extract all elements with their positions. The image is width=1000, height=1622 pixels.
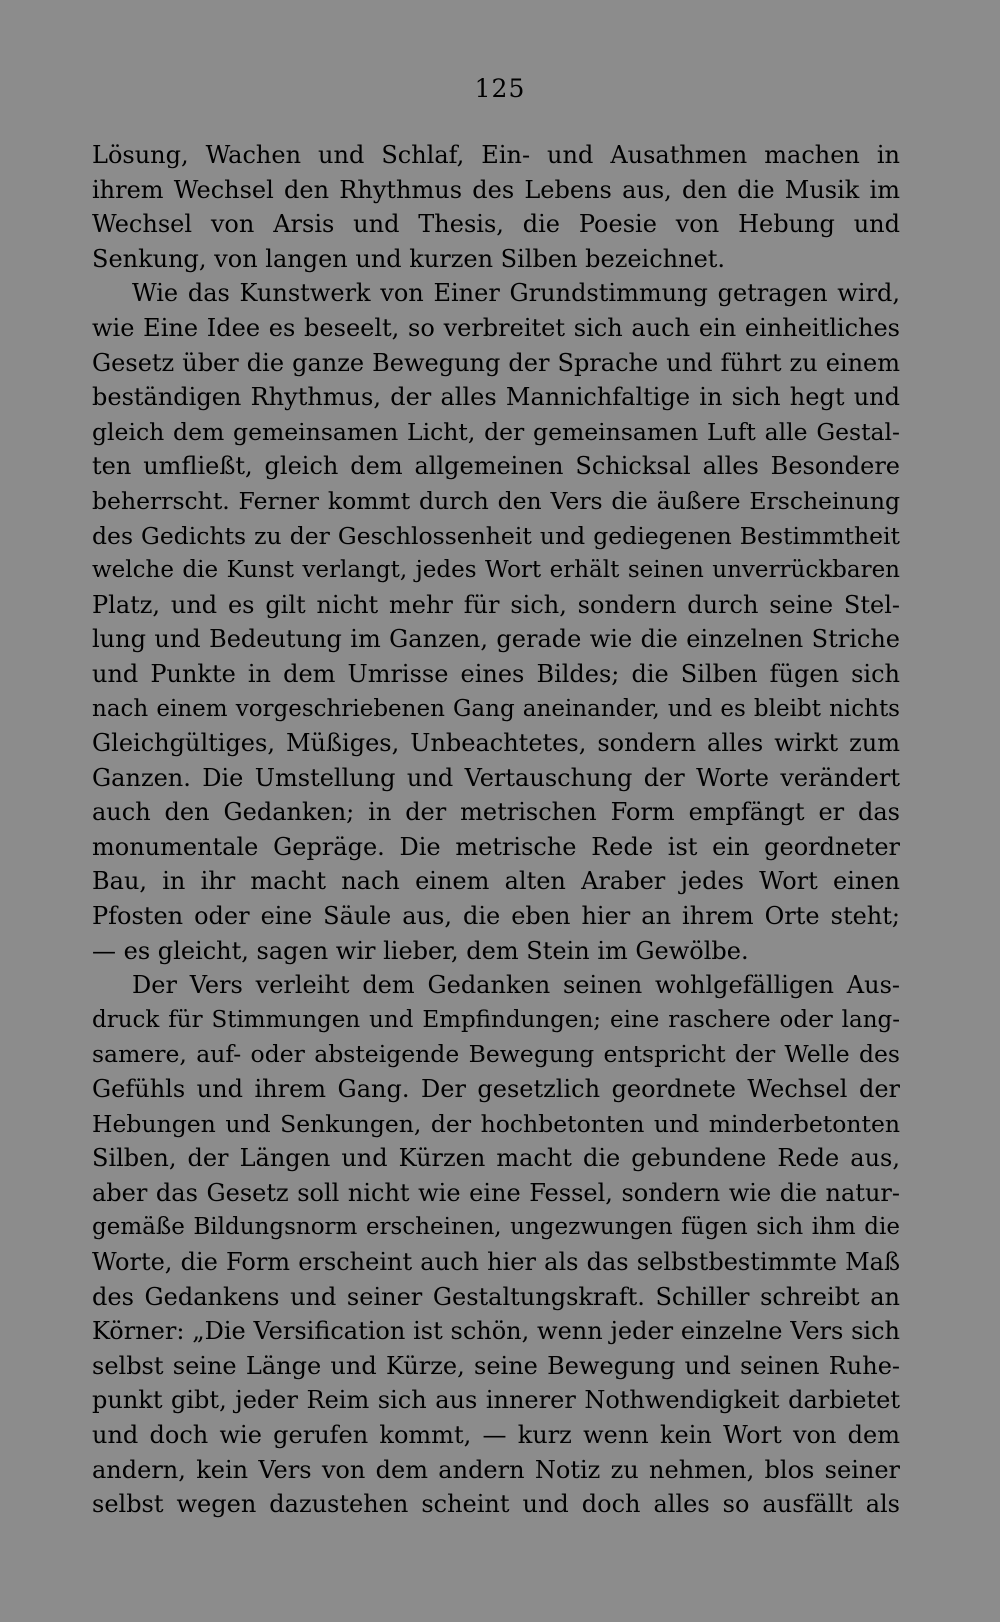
text-line: Lösung, Wachen und Schlaf, Ein- und Ausathmen machen in xyxy=(92,141,900,169)
body-text xyxy=(92,138,900,1522)
text-line: beherrscht. Ferner kommt durch den Vers die äußere Erscheinung xyxy=(92,486,900,515)
text-line: des Gedichts zu der Geschlossenheit und gediegenen Bestimmtheit xyxy=(92,521,900,550)
text-line: samere, auf- oder absteigende Bewegung entspricht der Welle des xyxy=(92,1040,900,1069)
text-line: druck für Stimmungen und Empfindungen; eine raschere oder lang- xyxy=(92,1006,900,1033)
text-line: und Punkte in dem Umrisse eines Bildes; die Silben fügen sich xyxy=(92,659,900,688)
text-line: Pfosten oder eine Säule aus, die eben hier an ihrem Orte steht; xyxy=(92,902,900,931)
text-line: des Gedankens und seiner Gestaltungskraft. Schiller schreibt an xyxy=(92,1282,900,1311)
text-line: Wechsel von Arsis und Thesis, die Poesie von Hebung und xyxy=(92,210,900,239)
text-line: Senkung, von langen und kurzen Silben bezeichnet. xyxy=(92,244,726,273)
text-line: Gefühls und ihrem Gang. Der gesetzlich geordnete Wechsel der xyxy=(92,1075,900,1104)
text-line: lung und Bedeutung im Ganzen, gerade wie die einzelnen Striche xyxy=(92,625,900,654)
text-line: selbst wegen dazustehen scheint und doch alles so ausfällt als xyxy=(92,1490,900,1519)
text-line: wie Eine Idee es beseelt, so verbreitet sich auch ein einheitliches xyxy=(92,313,900,342)
text-line: nach einem vorgeschriebenen Gang aneinander, und es bleibt nichts xyxy=(92,695,900,722)
text-line: — es gleicht, sagen wir lieber, dem Stein im Gewölbe. xyxy=(92,936,749,965)
text-line: punkt gibt, jeder Reim sich aus innerer Nothwendigkeit darbietet xyxy=(92,1386,900,1415)
text-line: beständigen Rhythmus, der alles Mannichfaltige in sich hegt und xyxy=(92,383,900,412)
text-line: welche die Kunst verlangt, jedes Wort erhält seinen unverrückbaren xyxy=(92,557,900,584)
text-line: gemäße Bildungsnorm erscheinen, ungezwungen fügen sich ihm die xyxy=(92,1214,900,1241)
text-line: aber das Gesetz soll nicht wie eine Fessel, sondern wie die natur- xyxy=(92,1178,900,1207)
text-line: Körner: „Die Versification ist schön, wenn jeder einzelne Vers sich xyxy=(92,1317,900,1346)
text-line: Gleichgültiges, Müßiges, Unbeachtetes, sondern alles wirkt zum xyxy=(92,729,900,758)
text-line: andern, kein Vers von dem andern Notiz zu nehmen, blos seiner xyxy=(92,1455,900,1484)
text-line: ten umfließt, gleich dem allgemeinen Schicksal alles Besondere xyxy=(92,452,900,481)
page-number: 125 xyxy=(474,74,526,103)
text-line: Platz, und es gilt nicht mehr für sich, sondern durch seine Stel- xyxy=(92,590,900,619)
text-line: auch den Gedanken; in der metrischen Form empfängt er das xyxy=(92,798,900,827)
text-line: selbst seine Länge und Kürze, seine Bewegung und seinen Ruhe- xyxy=(92,1351,900,1380)
text-line: Wie das Kunstwerk von Einer Grundstimmung getragen wird, xyxy=(132,279,900,308)
text-line: ihrem Wechsel den Rhythmus des Lebens aus, den die Musik im xyxy=(92,175,900,204)
text-line: Worte, die Form erscheint auch hier als das selbstbestimmte Maß xyxy=(92,1248,900,1276)
text-line: Silben, der Längen und Kürzen macht die gebundene Rede aus, xyxy=(92,1144,900,1173)
text-line: Hebungen und Senkungen, der hochbetonten und minderbetonten xyxy=(92,1109,900,1138)
text-line: Bau, in ihr macht nach einem alten Araber jedes Wort einen xyxy=(92,867,900,896)
text-line: monumentale Gepräge. Die metrische Rede ist ein geordneter xyxy=(92,832,900,861)
text-line: Gesetz über die ganze Bewegung der Sprache und führt zu einem xyxy=(92,348,900,377)
text-line: Der Vers verleiht dem Gedanken seinen wohlgefälligen Aus- xyxy=(132,971,900,1000)
text-line: und doch wie gerufen kommt, — kurz wenn kein Wort von dem xyxy=(92,1420,900,1449)
text-line: Ganzen. Die Umstellung und Vertauschung der Worte verändert xyxy=(92,763,900,792)
text-line: gleich dem gemeinsamen Licht, der gemeinsamen Luft alle Gestal- xyxy=(92,417,900,446)
